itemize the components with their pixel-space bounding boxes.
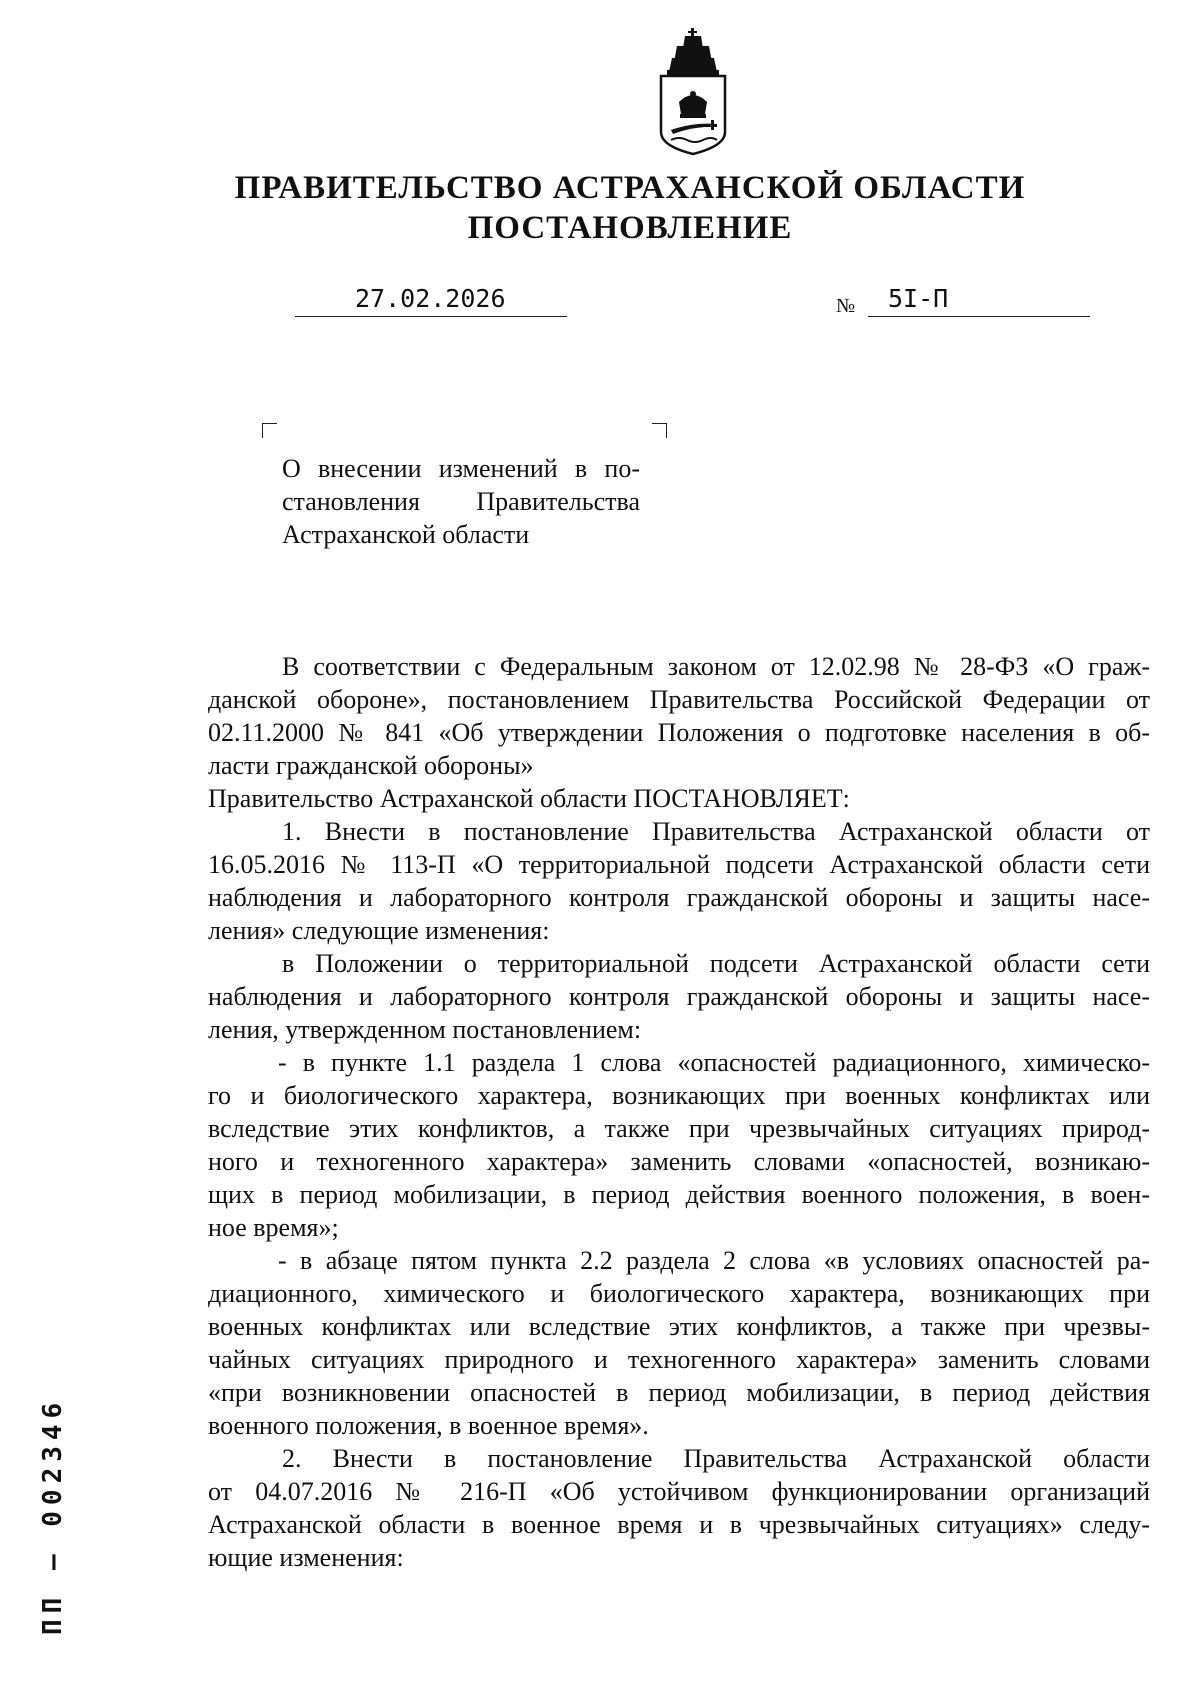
body-line: диационного, химического и биологического характера, возникающих при — [208, 1279, 1150, 1308]
subject-line: Астраханской области — [282, 520, 530, 549]
body-line: 1. Внести в постановление Правительства Астраханской области от — [282, 817, 1150, 846]
body-line: наблюдения и лабораторного контроля гражданской обороны и защиты насе- — [208, 883, 1150, 912]
document-body — [208, 650, 1150, 1574]
body-line: Правительство Астраханской области ПОСТАНОВЛЯЕТ: — [208, 784, 850, 813]
body-line: ласти гражданской обороны» — [208, 751, 534, 780]
body-line: чайных ситуациях природного и техногенного характера» заменить словами — [208, 1345, 1150, 1374]
number-sign-label: № — [836, 295, 856, 317]
body-line: ного и техногенного характера» заменить словами «опасностей, возникаю- — [208, 1147, 1150, 1176]
body-line: - в пункте 1.1 раздела 1 слова «опасностей радиационного, химическо- — [278, 1048, 1150, 1077]
body-line: 2. Внести в постановление Правительства Астраханской области — [282, 1444, 1150, 1473]
organization-title: ПРАВИТЕЛЬСТВО АСТРАХАНСКОЙ ОБЛАСТИ — [234, 170, 1026, 206]
subject-line: О внесении изменений в по- — [282, 454, 640, 483]
body-line: щих в период мобилизации, в период действия военного положения, в воен- — [208, 1180, 1150, 1209]
body-line: ления, утвержденном постановлением: — [208, 1015, 642, 1044]
side-registration-stamp: ПП – 002346 — [38, 1396, 68, 1635]
body-line: военных конфликтах или вследствие этих конфликтов, а также при чрезвы- — [208, 1312, 1150, 1341]
body-line: «при возникновении опасностей в период мобилизации, в период действия — [208, 1378, 1150, 1407]
body-line: ющие изменения: — [208, 1543, 404, 1572]
document-type-title: ПОСТАНОВЛЕНИЕ — [467, 210, 793, 246]
body-line: ное время»; — [208, 1213, 339, 1242]
coat-of-arms-icon — [655, 28, 731, 158]
body-line: Астраханской области в военное время и в чрезвычайных ситуациях» следу- — [208, 1510, 1150, 1539]
subject-bracket-top-left — [262, 423, 277, 438]
subject-bracket-top-right — [652, 423, 667, 438]
body-line: наблюдения и лабораторного контроля гражданской обороны и защиты насе- — [208, 982, 1150, 1011]
body-line: 02.11.2000 № 841 «Об утверждении Положения о подготовке населения в об- — [208, 718, 1150, 747]
body-line: данской обороне», постановлением Правительства Российской Федерации от — [208, 685, 1150, 714]
subject-line: становления Правительства — [282, 487, 640, 516]
body-line: от 04.07.2016 № 216-П «Об устойчивом функционировании организаций — [208, 1477, 1150, 1506]
document-date-field — [295, 282, 567, 317]
body-line: го и биологического характера, возникающих при военных конфликтах или — [208, 1081, 1150, 1110]
body-line: ления» следующие изменения: — [208, 916, 550, 945]
document-subject — [282, 452, 640, 551]
body-line: 16.05.2016 № 113-П «О территориальной подсети Астраханской области сети — [208, 850, 1150, 879]
document-number-field — [868, 282, 1090, 317]
document-number: 5I-П — [888, 284, 949, 313]
body-line: военного положения, в военное время». — [208, 1411, 649, 1440]
body-line: В соответствии с Федеральным законом от 12.02.98 № 28-ФЗ «О граж- — [282, 652, 1150, 681]
document-date: 27.02.2026 — [355, 284, 506, 313]
body-line: в Положении о территориальной подсети Астраханской области сети — [282, 949, 1150, 978]
body-line: - в абзаце пятом пункта 2.2 раздела 2 слова «в условиях опасностей ра- — [278, 1246, 1150, 1275]
body-line: вследствие этих конфликтов, а также при чрезвычайных ситуациях природ- — [208, 1114, 1150, 1143]
